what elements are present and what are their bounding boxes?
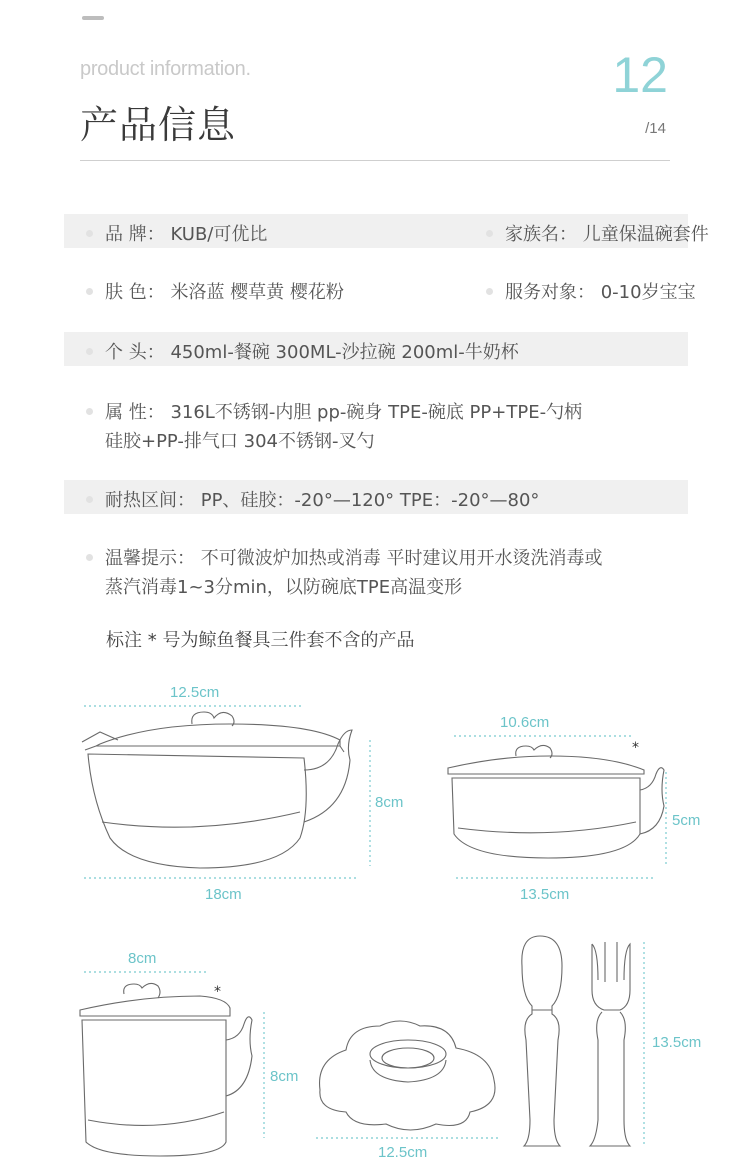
bullet-icon: [486, 288, 493, 295]
bullet-icon: [486, 230, 493, 237]
note-text: 标注 * 号为鲸鱼餐具三件套不含的产品: [106, 630, 415, 651]
bullet-icon: [86, 496, 93, 503]
bowl-drawing: [82, 712, 352, 868]
salad-lid-dimension: 10.6cm: [500, 714, 550, 731]
top-dash: [82, 16, 104, 20]
info-row-color: [64, 272, 696, 306]
tips-text-2: 蒸汽消毒1~3分min，以防碗底TPE高温变形: [105, 577, 463, 598]
page-title: 产品信息: [80, 103, 237, 147]
info-row-brand: [64, 214, 709, 248]
heat-text: 耐热区间： PP、硅胶：-20°—120° TPE：-20°—80°: [105, 490, 540, 511]
bowl-lid-dimension: 12.5cm: [170, 684, 220, 701]
cup-height-dimension: 8cm: [270, 1068, 299, 1085]
bullet-icon: [86, 554, 93, 561]
cup-drawing: [80, 983, 252, 1156]
salad-bowl-drawing: [448, 745, 664, 858]
product-drawings: [0, 660, 750, 1160]
bullet-icon: [86, 230, 93, 237]
info-row-material: [64, 390, 688, 454]
fork-drawing: [590, 942, 630, 1146]
bowl-height-dimension: 8cm: [375, 794, 404, 811]
mat-width-dimension: 12.5cm: [378, 1144, 428, 1161]
page-total: /14: [645, 120, 666, 137]
info-row-heat: [64, 480, 688, 514]
material-text-1: 属 性： 316L不锈钢-内胆 pp-碗身 TPE-碗底 PP+TPE-勺柄: [105, 402, 583, 423]
family-text: 家族名： 儿童保温碗套件: [505, 224, 709, 245]
tips-text-1: 温馨提示： 不可微波炉加热或消毒 平时建议用开水烫洗消毒或: [105, 548, 603, 569]
subtitle-en: product information.: [80, 58, 251, 80]
cutlery-height-dimension: 13.5cm: [652, 1034, 702, 1051]
salad-height-dimension: 5cm: [672, 812, 701, 829]
brand-text: 品 牌： KUB/可优比: [105, 224, 268, 245]
cup-star-mark: *: [214, 984, 221, 1000]
material-text-2: 硅胶+PP-排气口 304不锈钢-叉勺: [105, 431, 375, 452]
suction-mat-drawing: [320, 1021, 495, 1130]
bullet-icon: [86, 408, 93, 415]
spoon-drawing: [522, 936, 562, 1146]
size-text: 个 头： 450ml-餐碗 300ML-沙拉碗 200ml-牛奶杯: [105, 342, 519, 363]
bullet-icon: [86, 288, 93, 295]
bowl-width-dimension: 18cm: [205, 886, 242, 903]
info-row-tips: [64, 538, 688, 602]
cup-lid-dimension: 8cm: [128, 950, 157, 967]
page-number: 12: [612, 47, 668, 103]
info-row-size: [64, 332, 688, 366]
salad-width-dimension: 13.5cm: [520, 886, 570, 903]
header-divider: [80, 160, 670, 161]
bullet-icon: [86, 348, 93, 355]
color-text: 肤 色： 米洛蓝 樱草黄 樱花粉: [105, 282, 344, 303]
salad-star-mark: *: [632, 740, 639, 756]
audience-text: 服务对象： 0-10岁宝宝: [505, 282, 696, 303]
